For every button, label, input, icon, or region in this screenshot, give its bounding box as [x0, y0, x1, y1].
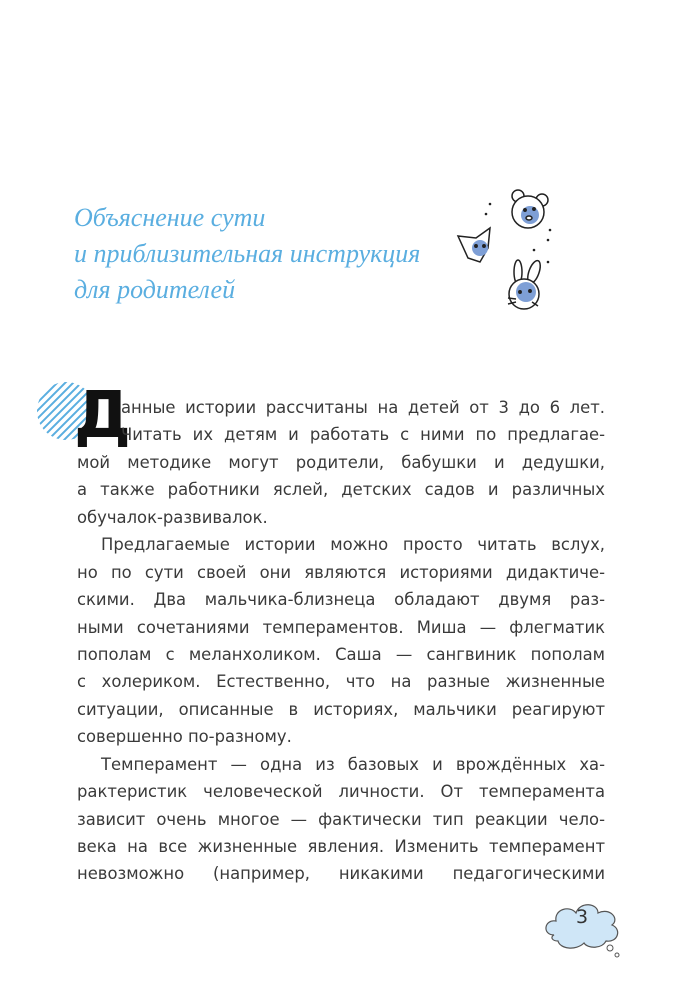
title-line: Объяснение сути: [74, 203, 266, 232]
text-line: зависит очень многое — фактически тип реакции чело-: [77, 809, 605, 829]
text-line: анные истории рассчитаны на детей от 3 до 6 лет.: [121, 398, 605, 417]
chapter-title: [74, 200, 420, 308]
text-line: ситуации, описанные в историях, мальчики реагируют: [77, 699, 605, 719]
body-text: [77, 394, 605, 888]
text-line: невозможно (например, никакими педагогическими: [77, 864, 605, 884]
title-line: и приблизительная инструкция: [74, 239, 421, 268]
text-line: скими. Два мальчика-близнеца обладают двумя раз-: [77, 590, 605, 610]
text-line: рактеристик человеческой личности. От темперамента: [77, 782, 605, 802]
fox-face-icon: [458, 228, 490, 262]
text-line: Читать их детям и работать с ними по предлагае-: [121, 425, 605, 445]
text-line: века на все жизненные явления. Изменить темперамент: [77, 837, 605, 856]
text-line: мой методике могут родители, бабушки и дедушки,: [77, 452, 605, 472]
bunny-face-icon: [508, 259, 543, 309]
text-line: обучалок-развивалок.: [77, 507, 268, 527]
text-line: но по сути своей они являются историями дидактиче-: [77, 562, 605, 582]
text-line: совершенно по-разному.: [77, 727, 292, 747]
bear-face-icon: [512, 190, 548, 228]
text-line: пополам с меланхоликом. Саша — сангвиник пополам: [77, 644, 605, 664]
text-line: с холериком. Естественно, что на разные жизненные: [77, 672, 605, 692]
animal-faces-illustration: [450, 188, 570, 318]
text-line: а также работники яслей, детских садов и различных: [77, 480, 605, 500]
page-number: 3: [575, 906, 589, 928]
title-line: для родителей: [74, 275, 236, 304]
text-line: Предлагаемые истории можно просто читать вслух,: [101, 535, 605, 555]
text-line: Темперамент — одна из базовых и врождённых ха-: [101, 754, 605, 774]
text-line: ными сочетаниями темпераментов. Миша — флегматик: [77, 617, 605, 637]
drop-cap: Д: [74, 379, 131, 453]
